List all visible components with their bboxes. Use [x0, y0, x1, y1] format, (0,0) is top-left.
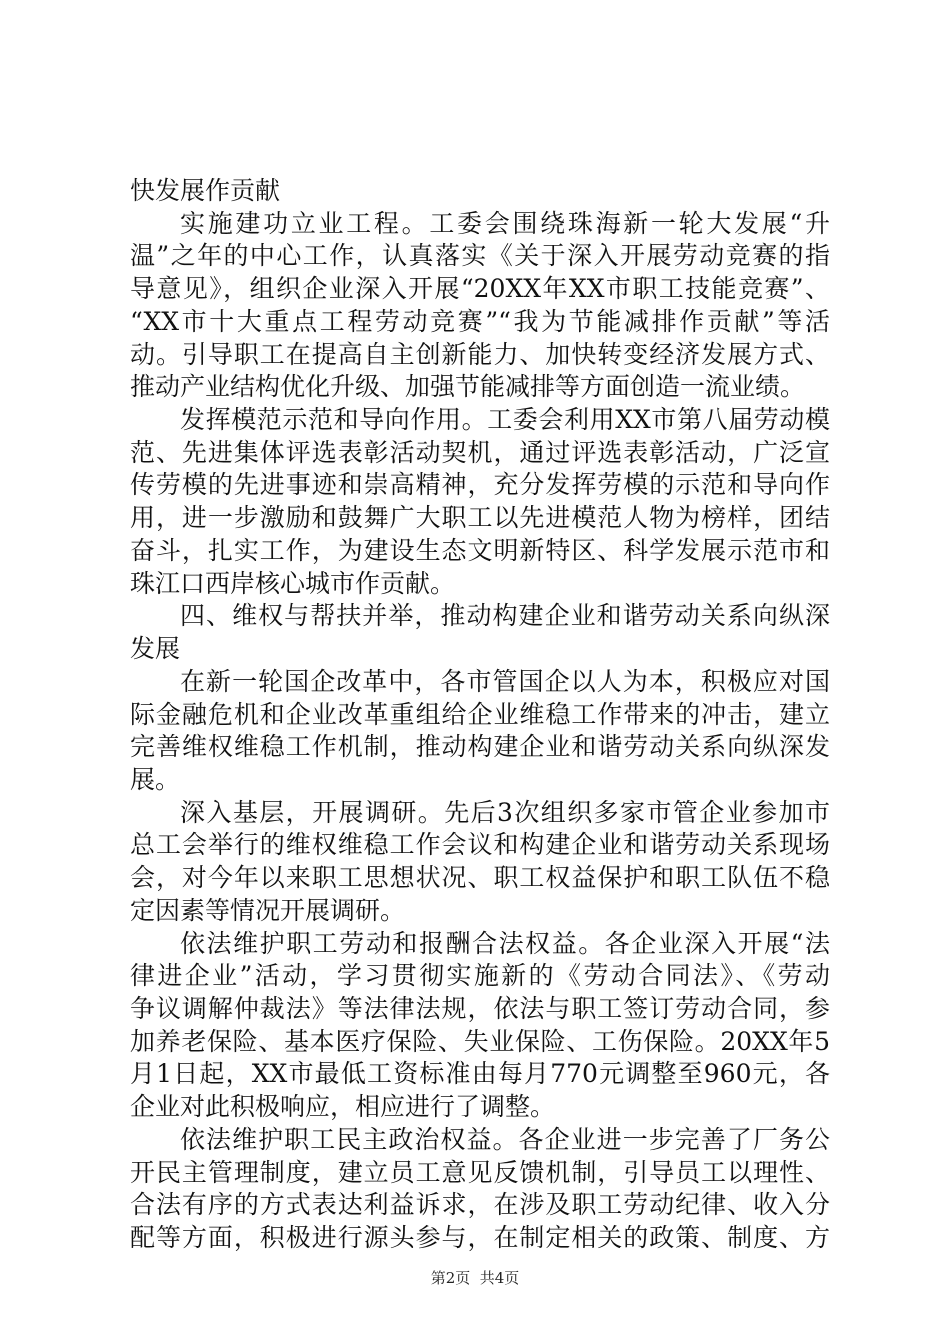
text-line: “XX市十大重点工程劳动竞赛”“我为节能减排作贡献”等活	[130, 306, 830, 336]
text-line: 总工会举行的维权维稳工作会议和构建企业和谐劳动关系现场	[130, 830, 830, 860]
text-line: 发挥模范示范和导向作用。工委会利用XX市第八届劳动模	[180, 405, 830, 435]
text-line: 展。	[130, 764, 181, 794]
text-line: 际金融危机和企业改革重组给企业维稳工作带来的冲击，建立	[130, 699, 830, 729]
text-line: 导意见》，组织企业深入开展“20XX年XX市职工技能竞赛”、	[130, 274, 830, 304]
text-line: 快发展作贡献	[130, 176, 281, 205]
text-line: 传劳模的先进事迹和崇高精神，充分发挥劳模的示范和导向作	[130, 470, 830, 500]
section-heading: 四、维权与帮扶并举，推动构建企业和谐劳动关系向纵深	[180, 601, 830, 631]
text-line: 温”之年的中心工作，认真落实《关于深入开展劳动竞赛的指	[130, 241, 830, 271]
text-line: 深入基层，开展调研。先后3次组织多家市管企业参加市	[180, 797, 830, 827]
text-line: 争议调解仲裁法》等法律法规，依法与职工签订劳动合同，参	[130, 993, 830, 1023]
text-line: 配等方面，积极进行源头参与，在制定相关的政策、制度、方	[130, 1223, 830, 1252]
text-line: 动。引导职工在提高自主创新能力、加快转变经济发展方式、	[130, 339, 830, 369]
text-line: 加养老保险、基本医疗保险、失业保险、工伤保险。20XX年5	[130, 1026, 830, 1056]
text-line: 企业对此积极响应，相应进行了调整。	[130, 1092, 556, 1122]
text-line: 奋斗，扎实工作，为建设生态文明新特区、科学发展示范市和	[130, 535, 830, 565]
text-line: 依法维护职工民主政治权益。各企业进一步完善了厂务公	[180, 1124, 830, 1154]
text-line: 律进企业”活动，学习贯彻实施新的《劳动合同法》、《劳动	[130, 961, 830, 991]
section-heading: 发展	[130, 634, 181, 664]
text-line: 会，对今年以来职工思想状况、职工权益保护和职工队伍不稳	[130, 863, 830, 893]
text-line: 珠江口西岸核心城市作贡献。	[130, 568, 456, 598]
page-footer	[0, 1268, 950, 1288]
page-number: 第2页 共4页	[430, 1269, 520, 1287]
text-line: 完善维权维稳工作机制，推动构建企业和谐劳动关系向纵深发	[130, 732, 830, 762]
text-line: 依法维护职工劳动和报酬合法权益。各企业深入开展“法	[180, 928, 830, 958]
text-line: 推动产业结构优化升级、加强节能减排等方面创造一流业绩。	[130, 372, 806, 402]
text-line: 用，进一步激励和鼓舞广大职工以先进模范人物为榜样，团结	[130, 503, 830, 533]
text-line: 月1日起，XX市最低工资标准由每月770元调整至960元，各	[130, 1059, 830, 1089]
text-line: 开民主管理制度，建立员工意见反馈机制，引导员工以理性、	[130, 1157, 830, 1187]
text-line: 合法有序的方式表达利益诉求，在涉及职工劳动纪律、收入分	[130, 1190, 830, 1220]
text-line: 在新一轮国企改革中，各市管国企以人为本，积极应对国	[180, 666, 830, 696]
text-line: 定因素等情况开展调研。	[130, 895, 406, 925]
text-line: 范、先进集体评选表彰活动契机，通过评选表彰活动，广泛宣	[130, 437, 830, 467]
text-line: 实施建功立业工程。工委会围绕珠海新一轮大发展“升	[180, 208, 830, 238]
